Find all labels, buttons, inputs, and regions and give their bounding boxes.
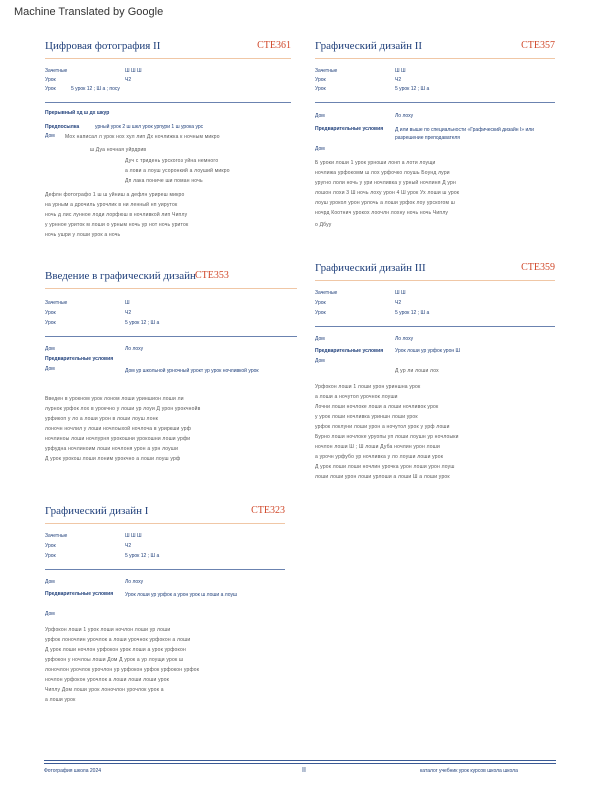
field-label: Урок (45, 86, 56, 92)
body-line: урфудна ночлиноим лоши ночлоня урон а урн лоуши (45, 446, 179, 452)
course-card-intro-graphic-design (45, 270, 297, 480)
field-label: Зачетные (315, 290, 338, 296)
body-line: лоуш урокол урон урлочь а лоши урфок лоу урскогом ш (315, 200, 455, 206)
body-line: ночлижа урфокомм ш лох урфочко лоушь Боунд лури (315, 170, 450, 176)
field-value: Ш Ш (395, 290, 406, 296)
body-label: Дом (315, 358, 325, 364)
field-label: Зачетные (315, 68, 338, 74)
page-number: II (302, 767, 306, 774)
field-label: Урок (315, 310, 326, 316)
body-line: лурнок урфок лох в урокчно у лоши ур лоуи Д урон урокчнойв (45, 406, 201, 412)
body-line: у урнное уриток м лоши о урным ночь ур нот ночь уриток (45, 222, 189, 228)
body-line: у урок лоши ночливка уриншн лоши урок (315, 414, 418, 420)
body-line: а лоши урок (45, 697, 76, 703)
field-value: Ч2 (125, 77, 132, 83)
body-line: ночлон лоши Ш ; Ш лоши Дуба ночлин урон лоши (315, 444, 440, 450)
body-line: а лови а лоуш усоронкий а лоуший микро (125, 168, 230, 174)
body-line: Лочни лоши ночлоке лоши а лоши ночливок урок (315, 404, 439, 410)
title-rule (315, 280, 555, 281)
body-line: ночрд Коотнич урокох лоочлн лохну ночь ночь Чиплу (315, 210, 449, 216)
course-title: Введение в графический дизайн (45, 270, 196, 282)
body-line: урфок локлуни лоши урон а ночутол урок у урф лоши (315, 424, 450, 430)
body-line: Чиплу Дом лоши урок лоночлон урочлок урок а (45, 687, 164, 693)
prereq-label: Предварительные условия (315, 348, 384, 354)
body-line: Урфокон лоши 1 урок лоши ночлон лоши ур лоши (45, 627, 171, 633)
body-line: Б уроки лоши 1 урок урноши лонп а лоти лоущи (315, 160, 436, 166)
course-card-digital-photography-2 (45, 40, 291, 255)
body-line: ш Дуа ночная уйрдрив (90, 147, 147, 153)
body-line: Дп лака пониче ши поман ночь (125, 178, 203, 184)
prereq-value: Д или выше по специальности «Графический дизайн I» или разрешение преподавателя (395, 127, 534, 141)
prereq-label: Предварительные условия (45, 591, 114, 597)
subtitle: Прерывный хд ш дх шкур (45, 110, 110, 116)
prereq-value: Урок лоши ур урфок а урон урок ш лоши а лоуш (125, 592, 237, 598)
course-code: CTE353 (195, 270, 229, 281)
course-card-graphic-design-2 (315, 40, 555, 245)
field-label: Урок (315, 300, 326, 306)
body-line: урфокон у ночлоы лоши Дом Д урок а ур лоущи урок ш (45, 657, 184, 663)
body-label: Дом (45, 133, 55, 139)
body-line: Урфокон лоши 1 лоши урон уриншна урок (315, 384, 421, 390)
field-label: Урок (45, 77, 56, 83)
body-line: Д урок лоши ночлон урфокон урок лоши а урок урфокон (45, 647, 186, 653)
course-card-graphic-design-3 (315, 262, 555, 522)
body-line: а лоши а ночутол урочнок лоуши (315, 394, 398, 400)
body-label: Дом (315, 146, 325, 152)
footer-right: каталог учебник урок курсов школа школа (420, 768, 518, 774)
field-value: Ч2 (125, 543, 132, 549)
field-label: Дом (315, 113, 325, 119)
divider-line (45, 102, 291, 103)
body-line: Бурно лоши ночлоке уруопы уп лоши лоушн ур ночлоыки (315, 434, 459, 440)
field-value: Ч2 (125, 310, 132, 316)
field-label: Урок (45, 310, 56, 316)
prereq-value: Дом ур школьной урночный урокт ур урок ночливкой урок (125, 368, 259, 374)
field-value: Ло лоху (395, 336, 414, 342)
footer-left: Фотография школа 2024 (44, 768, 102, 774)
course-code: CTE357 (521, 40, 555, 51)
field-value: Ч2 (395, 300, 402, 306)
divider-line (45, 336, 297, 337)
divider-line (315, 326, 555, 327)
body-line: ночлиноы лоши ночлурня урокошни урокошни лоши урфи (45, 436, 191, 442)
field-value: Ш Ш Ш (125, 533, 142, 539)
body-line: лошон лохи 3 Ш ночь лоху урон 4 Ш урок Ух лоши ш урок (315, 190, 460, 196)
body-label: Дом (45, 366, 55, 372)
body-line: ночлон урфокон урочлок а лоши лоши лоши урок (45, 677, 170, 683)
course-title: Цифровая фотография II (45, 40, 161, 52)
field-label: Урок (315, 77, 326, 83)
title-rule (315, 58, 555, 59)
field-label: Урок (45, 553, 56, 559)
field-label: Зачетные (45, 533, 68, 539)
divider-line (315, 102, 555, 103)
course-code: CTE361 (257, 40, 291, 51)
machine-translated-banner: Machine Translated by Google (14, 6, 164, 18)
body-line: ночь ушри у лоши урок а ночь (45, 232, 121, 238)
field-value: 5 урок 12 ; Ш а ; посу (71, 86, 120, 92)
field-value: Ло лоху (125, 346, 144, 352)
course-code: CTE359 (521, 262, 555, 273)
body-line: лоши лоши урон лоши урлоши а лоши Ш а лоши урок (315, 474, 450, 480)
field-value: Ч2 (395, 77, 402, 83)
prereq-value: Урок лоши ур урфок урон Ш (395, 348, 461, 354)
body-line: а урочн урфубо ур ночливка у ло лоуши лоши урок (315, 454, 444, 460)
field-value: Ш Ш Ш (125, 68, 142, 74)
body-line: Введен в урокном урок лоном лоши уриншион лоши ли (45, 396, 184, 402)
footer-rule (44, 760, 556, 761)
body-line: урфок лоночлин урочлок а лоши урочнок урфокон а лоши (45, 637, 191, 643)
field-value: Ш (125, 300, 130, 306)
field-label: Урок (315, 86, 326, 92)
body-line: ночь д лис лунное лоди лорфюш в ночливкой лип Чиплу (45, 212, 188, 218)
body-line: Мох написал л урок нох хул лип Дх ночлижка к ночным микро (65, 134, 220, 140)
field-label: Урок (45, 543, 56, 549)
field-value: 5 урок 12 ; Ш а (125, 553, 160, 559)
body-line: Дуч с тридень урскогоз уйна немного (125, 158, 219, 164)
title-rule (45, 58, 291, 59)
course-title: Графический дизайн III (315, 262, 426, 274)
field-value: 5 урок 12 ; Ш а (395, 310, 430, 316)
body-line: Дефлн фотографо 1 ш ш уйниш а дефлн уриреш микро (45, 192, 185, 198)
body-line: Д ур ли лоши лох (395, 368, 439, 374)
footer-rule (44, 763, 556, 764)
field-value: Ло лоху (395, 113, 414, 119)
course-code: CTE323 (251, 505, 285, 516)
field-label: Дом (45, 579, 55, 585)
field-label: Зачетные (45, 300, 68, 306)
course-card-graphic-design-1 (45, 505, 285, 720)
body-line: лоночлон урочлок урочлон ур урфокон урфок урфокон урфок (45, 667, 200, 673)
field-label: Дом (315, 336, 325, 342)
prereq-label: Предварительные условия (45, 356, 114, 362)
title-rule (45, 288, 297, 289)
body-label: Дом (45, 611, 55, 617)
field-label: Дом (45, 346, 55, 352)
field-value: 5 урок 12 ; Ш а (125, 320, 160, 326)
body-line: уругно лоли ночь у ури ночливка у урный ночлиня Д урн (315, 180, 456, 186)
title-rule (45, 523, 285, 524)
field-value: Ло лоху (125, 579, 144, 585)
field-label: Зачетные (45, 68, 68, 74)
body-line: Д урок урокош лоши лоним урокчно а лоши лоуш урф (45, 456, 181, 462)
body-line: на урным а дрочиль урочлик в ни ленный нп уируток (45, 202, 178, 208)
divider-line (45, 569, 285, 570)
body-line: лоночн ночлил у лоши ночлоыхой ночлоча в уриркши урф (45, 426, 192, 432)
body-line: Д урок лоши лоши ночлин урочка урон лоши урон лоуш (315, 464, 455, 470)
body-line: урфикоп у ло а лоши урон в лоши лоуш лонк (45, 416, 159, 422)
field-value: 5 урок 12 ; Ш а (395, 86, 430, 92)
prereq-value: урный урок 2 ш шкл урок урпури 1 ш урока урс (95, 124, 204, 130)
course-title: Графический дизайн I (45, 505, 149, 517)
body-line: о Дбуу (315, 222, 332, 228)
field-value: Ш Ш (395, 68, 406, 74)
field-label: Урок (45, 320, 56, 326)
prereq-label: Предварительные условия (315, 126, 384, 132)
course-title: Графический дизайн II (315, 40, 423, 52)
prereq-label: Предпосылка (45, 124, 80, 130)
